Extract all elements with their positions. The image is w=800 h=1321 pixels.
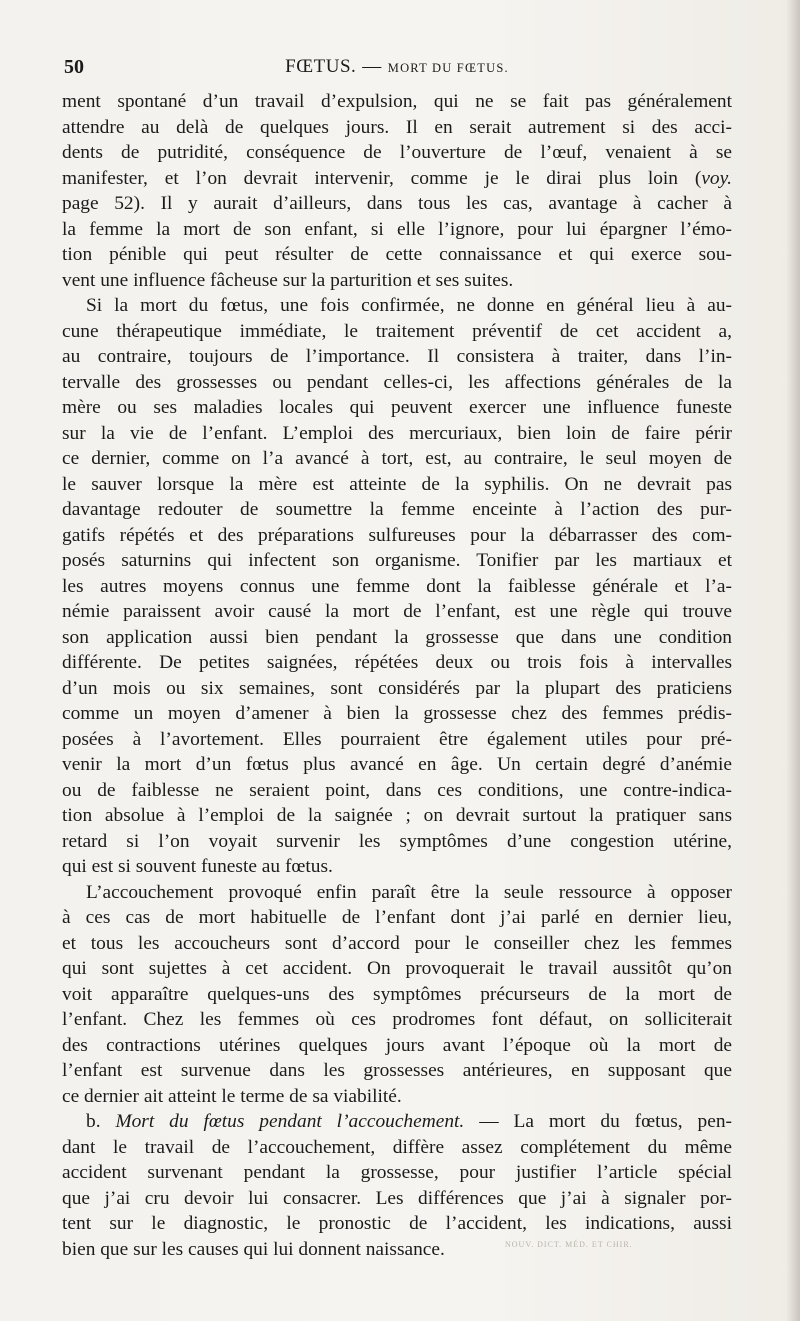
running-head	[62, 56, 732, 78]
text-line: gatifs répétés et des préparations sulfureuses pour la débarrasser des com-	[62, 524, 732, 546]
text-line: posés saturnins qui infectent son organisme. Tonifier par les martiaux et	[62, 550, 732, 571]
text-line: que j’ai cru devoir lui consacrer. Les différences que j’ai à signaler por-	[62, 1187, 732, 1209]
page-header	[62, 56, 732, 84]
text-line: tervalle des grossesses ou pendant celles-ci, les affections générales de la	[62, 371, 732, 393]
paragraph-start-line: Si la mort du fœtus, une fois confirmée, ne donne en général lieu à au-	[86, 295, 732, 316]
text-line: qui sont sujettes à cet accident. On provoquerait le travail aussitôt qu’on	[62, 958, 732, 979]
bleed-through-text: NOUV. DICT. MÉD. ET CHIR.	[505, 1240, 633, 1249]
text-line: à ces cas de mort habituelle de l’enfant dont j’ai parlé en dernier lieu,	[62, 907, 732, 928]
text-line: cune thérapeutique immédiate, le traitement préventif de cet accident a,	[62, 320, 732, 342]
running-head-title: FŒTUS.	[285, 56, 357, 77]
text-line: ou de faiblesse ne seraient point, dans ces conditions, une contre-indica-	[62, 779, 732, 801]
text-line: davantage redouter de soumettre la femme enceinte à l’action des pur-	[62, 499, 732, 520]
text-line: retard si l’on voyait survenir les symptômes d’une congestion utérine,	[62, 830, 732, 852]
text-line: des contractions utérines quelques jours avant l’époque où la mort de	[62, 1034, 732, 1056]
text-line: voit apparaître quelques-uns des symptômes précurseurs de la mort de	[62, 983, 732, 1005]
text-line: manifester, et l’on devrait intervenir, comme je le dirai plus loin (voy.	[62, 167, 732, 189]
text-line: les autres moyens connus une femme dont la faiblesse générale et l’a-	[62, 575, 732, 597]
text-line: ce dernier, comme on l’a avancé à tort, est, au contraire, le seul moyen de	[62, 448, 732, 469]
section-heading-line: b. Mort du fœtus pendant l’accouchement. — La mort du fœtus, pen-	[86, 1111, 732, 1132]
text-line: ment spontané d’un travail d’expulsion, qui ne se fait pas généralement	[62, 91, 732, 112]
text-line: la femme la mort de son enfant, si elle l’ignore, pour lui épargner l’émo-	[62, 218, 732, 240]
text-line: tent sur le diagnostic, le pronostic de l’accident, les indications, aussi	[62, 1213, 732, 1234]
text-line: accident survenant pendant la grossesse, pour justifier l’article spécial	[62, 1162, 732, 1183]
text-line: venir la mort d’un fœtus plus avancé en âge. Un certain degré d’anémie	[62, 754, 732, 775]
text-line: le sauver lorsque la mère est atteinte de la syphilis. On ne devrait pas	[62, 473, 732, 495]
text-line: vent une influence fâcheuse sur la parturition et ses suites.	[62, 269, 514, 291]
text-line: ce dernier ait atteint le terme de sa viabilité.	[62, 1085, 402, 1107]
text-line: bien que sur les causes qui lui donnent naissance.	[62, 1238, 445, 1260]
page-number: 50	[64, 56, 84, 78]
text-line: dant le travail de l’accouchement, diffère assez complétement du même	[62, 1136, 732, 1158]
text-line: mère ou ses maladies locales qui peuvent exercer une influence funeste	[62, 397, 732, 418]
text-line: attendre au delà de quelques jours. Il en serait autrement si des acci-	[62, 116, 732, 138]
text-line: l’enfant. Chez les femmes où ces prodromes font défaut, on solliciterait	[62, 1009, 732, 1030]
body-text	[62, 89, 732, 1262]
text-line: page 52). Il y aurait d’ailleurs, dans tous les cas, avantage à cacher à	[62, 193, 732, 214]
text-line: sur la vie de l’enfant. L’emploi des mercuriaux, bien loin de faire périr	[62, 422, 732, 444]
italic-phrase: voy.	[701, 167, 732, 189]
running-head-dash: —	[362, 56, 382, 77]
running-head-subtitle: MORT DU FŒTUS.	[387, 61, 509, 75]
text-line: qui est si souvent funeste au fœtus.	[62, 856, 333, 877]
text-line: comme un moyen d’amener à bien la grossesse chez des femmes prédis-	[62, 703, 732, 724]
text-line: au contraire, toujours de l’importance. Il consistera à traiter, dans l’in-	[62, 346, 732, 367]
text-line: d’un mois ou six semaines, sont considérés par la plupart des praticiens	[62, 677, 732, 699]
text-line: et tous les accoucheurs sont d’accord pour le conseiller chez les femmes	[62, 932, 732, 954]
text-line: l’enfant est survenue dans les grossesses antérieures, en supposant que	[62, 1060, 732, 1081]
paragraph-start-line: L’accouchement provoqué enfin paraît être la seule ressource à opposer	[86, 881, 732, 903]
text-line: dents de putridité, conséquence de l’ouverture de l’œuf, venaient à se	[62, 142, 732, 163]
text-line: son application aussi bien pendant la grossesse que dans une condition	[62, 626, 732, 648]
text-line: tion pénible qui peut résulter de cette connaissance et qui exerce sou-	[62, 244, 732, 265]
text-line: posées à l’avortement. Elles pourraient être également utiles pour pré-	[62, 728, 732, 750]
text-line: différente. De petites saignées, répétées deux ou trois fois à intervalles	[62, 652, 732, 673]
text-line: némie paraissent avoir causé la mort de l’enfant, est une règle qui trouve	[62, 601, 732, 622]
italic-phrase: Mort du fœtus pendant l’accouchement.	[115, 1111, 465, 1132]
text-line: tion absolue à l’emploi de la saignée ; on devrait surtout la pratiquer sans	[62, 805, 732, 826]
